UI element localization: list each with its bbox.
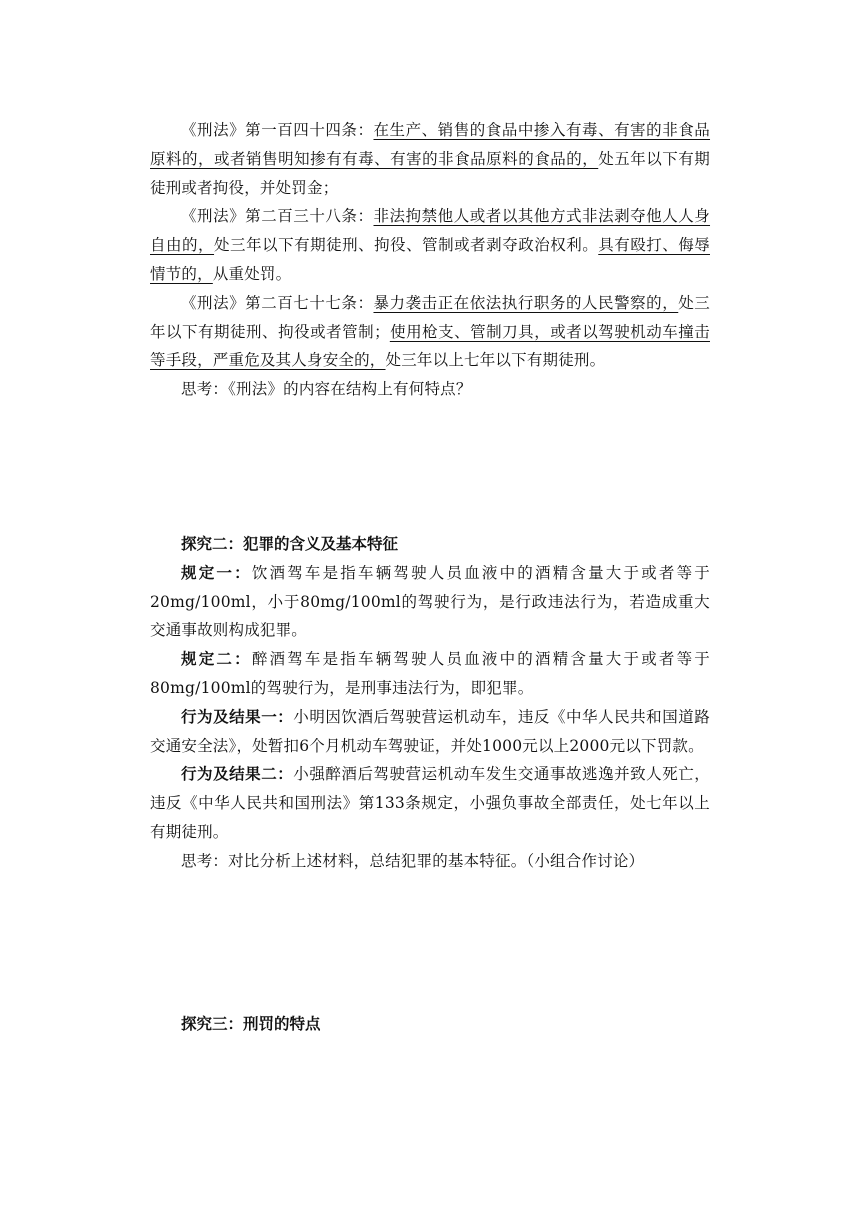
article-text: 处三年以上七年以下有期徒刑。 xyxy=(385,351,606,370)
case-one xyxy=(150,703,710,761)
item-label: 规定二： xyxy=(181,649,252,669)
article-text: 从重处罚。 xyxy=(212,264,292,283)
article-238 xyxy=(150,202,710,288)
article-underlined-text: 非法拘禁他人或者以其他方式非法剥夺他人人身自由的， xyxy=(150,207,711,255)
section-3 xyxy=(150,1010,710,1039)
article-underlined-text: 在生产、销售的食品中掺入有毒、有害的非食品原料的，或者销售明知掺有有毒、有害的非食品原料的食品的， xyxy=(150,121,711,168)
item-text: 小强醉酒后驾驶营运机动车发生交通事故逃逸并致人死亡，违反《中华人民共和国刑法》第133条规定，小强负事故全部责任，处七年以上有期徒刑。 xyxy=(150,765,711,841)
article-underlined-text: 暴力袭击正在依法执行职务的人民警察的， xyxy=(373,293,679,312)
law-articles xyxy=(150,116,710,404)
article-144 xyxy=(150,116,710,202)
article-underlined-text: 使用枪支、管制刀具，或者以驾驶机动车撞击等手段，严重危及其人身安全的， xyxy=(150,322,710,370)
section-heading: 探究二：犯罪的含义及基本特征 xyxy=(181,534,399,553)
article-underlined-text: 具有殴打、侮辱情节的， xyxy=(150,236,710,283)
item-label: 行为及结果二： xyxy=(181,764,294,784)
rule-one xyxy=(150,559,710,645)
item-text: 饮酒驾车是指车辆驾驶人员血液中的酒精含量大于或者等于20mg/100ml，小于80mg/100ml的驾驶行为，是行政违法行为，若造成重大交通事故则构成犯罪。 xyxy=(150,563,711,640)
article-title: 《刑法》第二百七十七条： xyxy=(181,293,374,312)
article-text: 处三年以下有期徒刑、拘役或者管制； xyxy=(150,293,710,341)
section-2 xyxy=(150,530,710,876)
article-title: 《刑法》第二百三十八条： xyxy=(181,207,374,226)
case-two xyxy=(150,760,710,846)
think-question-1: 思考：《刑法》的内容在结构上有何特点？ xyxy=(181,380,472,399)
item-label: 行为及结果一： xyxy=(181,706,294,726)
article-title: 《刑法》第一百四十四条： xyxy=(181,121,374,139)
article-text: 处五年以下有期徒刑或者拘役，并处罚金； xyxy=(150,149,711,197)
section-heading: 探究三：刑罚的特点 xyxy=(181,1014,321,1033)
rule-two xyxy=(150,645,710,703)
think-question-2: 思考：对比分析上述材料，总结犯罪的基本特征。（小组合作讨论） xyxy=(181,851,645,870)
item-text: 醉酒驾车是指车辆驾驶人员血液中的酒精含量大于或者等于80mg/100ml的驾驶行为，是刑事违法行为，即犯罪。 xyxy=(150,650,711,697)
article-text: 处三年以下有期徒刑、拘役、管制或者剥夺政治权利。 xyxy=(214,236,599,255)
item-label: 规定一： xyxy=(181,562,252,582)
item-text: 小明因饮酒后驾驶营运机动车，违反《中华人民共和国道路交通安全法》，处暂扣6个月机动车驾驶证，并处1000元以上2000元以下罚款。 xyxy=(150,707,711,755)
article-277 xyxy=(150,289,710,375)
